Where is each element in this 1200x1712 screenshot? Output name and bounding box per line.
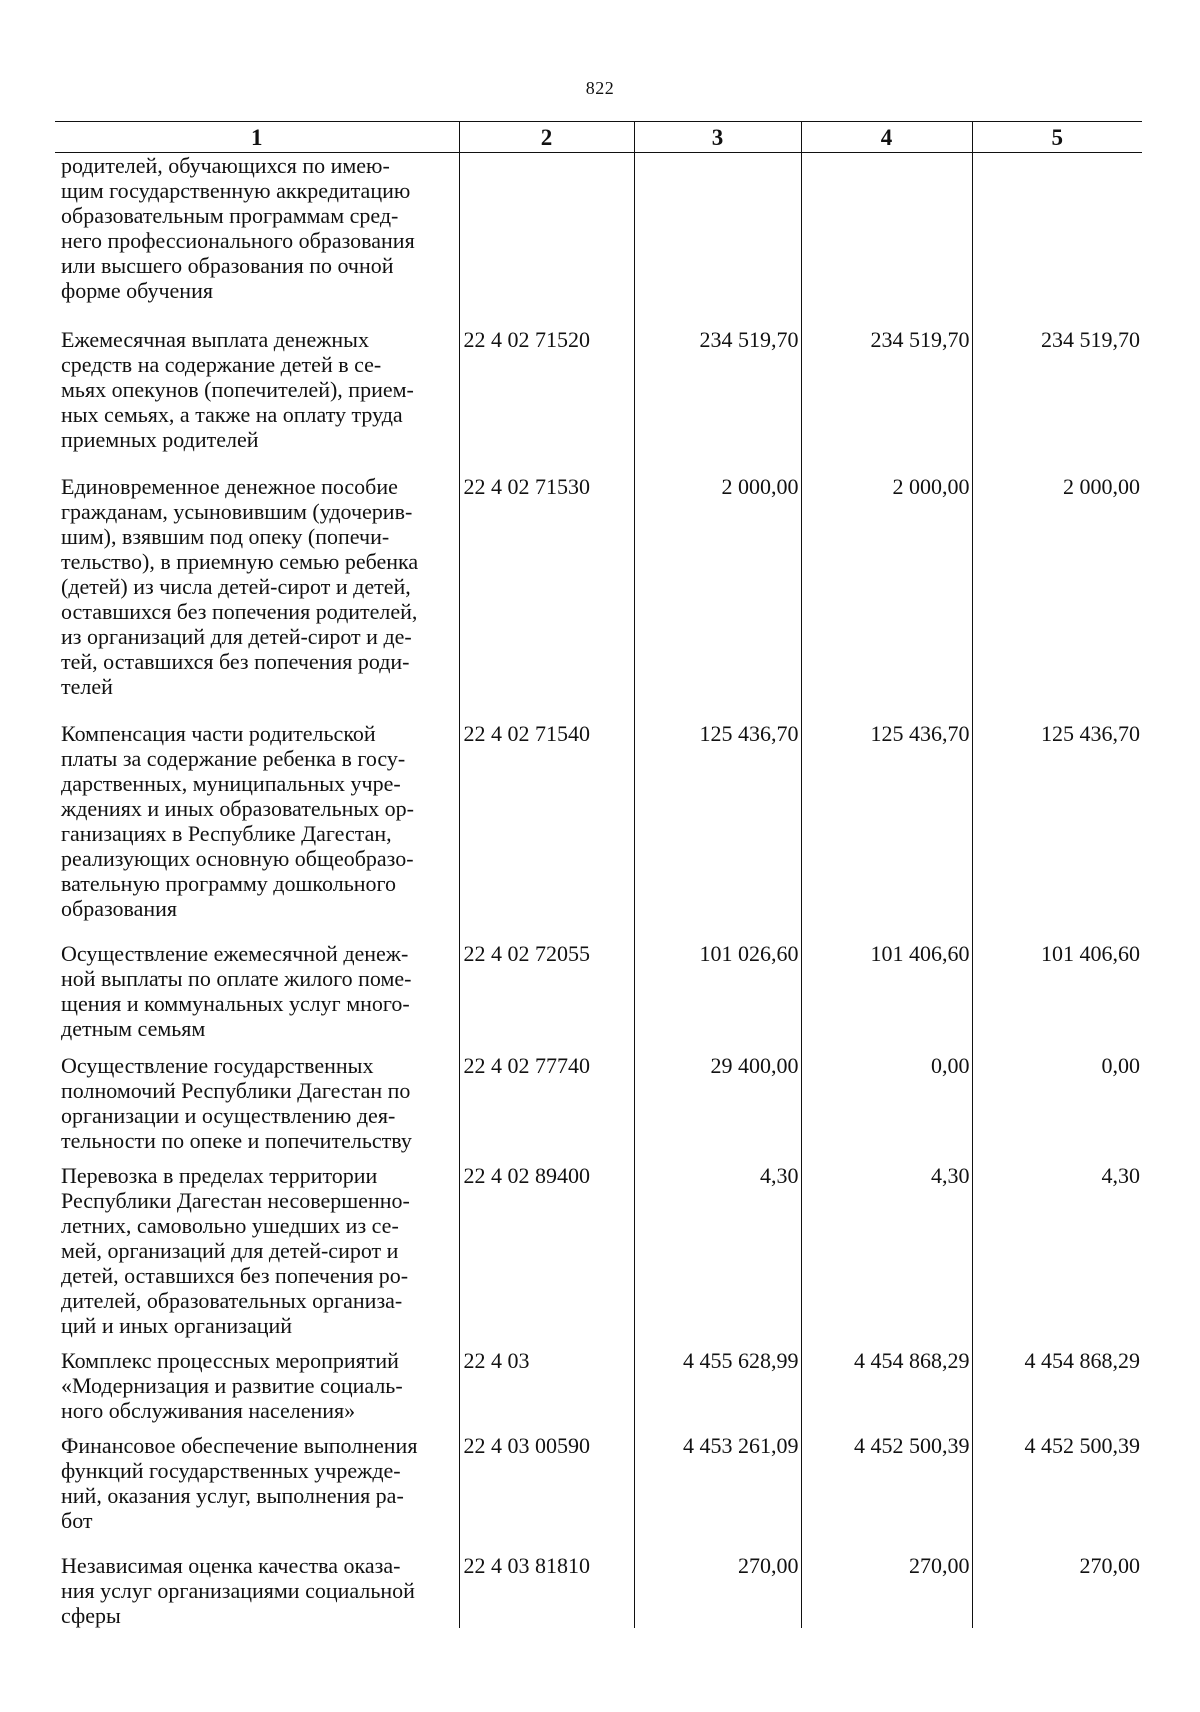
- row-code: [459, 153, 634, 328]
- table-row: [55, 1433, 1142, 1553]
- row-value-4: 4,30: [801, 1163, 972, 1348]
- description-line: тельство), в приемную семью ребенка: [61, 549, 419, 574]
- description-line: телей: [61, 674, 113, 699]
- description-line: ций и иных организаций: [61, 1313, 293, 1338]
- description-line: Осуществление ежемесячной денеж-: [61, 941, 409, 966]
- row-value-3: 101 026,60: [634, 941, 801, 1053]
- description-line: ной выплаты по оплате жилого поме-: [61, 966, 412, 991]
- description-line: щим государственную аккредитацию: [61, 178, 411, 203]
- row-code: 22 4 02 72055: [459, 941, 634, 1053]
- description-line: детей, оставшихся без попечения ро-: [61, 1263, 409, 1288]
- row-value-3: 2 000,00: [634, 474, 801, 721]
- description-line: бот: [61, 1508, 93, 1533]
- table-row: [55, 327, 1142, 474]
- row-code: 22 4 03 00590: [459, 1433, 634, 1553]
- description-line: ния услуг организациями социальной: [61, 1578, 415, 1603]
- column-header-3: 3: [634, 122, 801, 153]
- row-value-3: 270,00: [634, 1553, 801, 1628]
- description-line: дителей, образовательных организа-: [61, 1288, 403, 1313]
- description-line: организации и осуществлению дея-: [61, 1103, 396, 1128]
- row-value-4: 125 436,70: [801, 721, 972, 941]
- row-code: 22 4 02 77740: [459, 1053, 634, 1163]
- description-line: или высшего образования по очной: [61, 253, 394, 278]
- row-code: 22 4 02 71540: [459, 721, 634, 941]
- row-value-5: 270,00: [972, 1553, 1142, 1628]
- row-value-3: 4,30: [634, 1163, 801, 1348]
- row-value-5: 2 000,00: [972, 474, 1142, 721]
- description-line: родителей, обучающихся по имею-: [61, 153, 390, 178]
- row-value-4: 4 454 868,29: [801, 1348, 972, 1433]
- table-row: [55, 1348, 1142, 1433]
- description-line: тельности по опеке и попечительству: [61, 1128, 412, 1153]
- table-row: [55, 1163, 1142, 1348]
- description-line: Перевозка в пределах территории: [61, 1163, 378, 1188]
- description-line: сферы: [61, 1603, 121, 1628]
- row-value-4: 4 452 500,39: [801, 1433, 972, 1553]
- row-value-4: 2 000,00: [801, 474, 972, 721]
- description-line: дарственных, муниципальных учре-: [61, 771, 401, 796]
- description-line: оставшихся без попечения родителей,: [61, 599, 418, 624]
- row-value-5: 101 406,60: [972, 941, 1142, 1053]
- description-line: Компенсация части родительской: [61, 721, 376, 746]
- description-line: мьях опекунов (попечителей), прием-: [61, 377, 414, 402]
- description-line: ных семьях, а также на оплату труда: [61, 402, 403, 427]
- row-value-5: [972, 153, 1142, 328]
- row-value-4: 101 406,60: [801, 941, 972, 1053]
- description-line: платы за содержание ребенка в госу-: [61, 746, 406, 771]
- row-value-4: 0,00: [801, 1053, 972, 1163]
- table-row: [55, 474, 1142, 721]
- row-value-4: 234 519,70: [801, 327, 972, 474]
- row-code: 22 4 02 71530: [459, 474, 634, 721]
- row-value-3: [634, 153, 801, 328]
- description-line: Комплекс процессных мероприятий: [61, 1348, 399, 1373]
- row-value-3: 125 436,70: [634, 721, 801, 941]
- page-number: 822: [585, 78, 615, 98]
- row-value-3: 4 455 628,99: [634, 1348, 801, 1433]
- row-value-5: 234 519,70: [972, 327, 1142, 474]
- column-header-4: 4: [801, 122, 972, 153]
- description-line: мей, организаций для детей-сирот и: [61, 1238, 399, 1263]
- description-line: шим), взявшим под опеку (попечи-: [61, 524, 390, 549]
- table-row: [55, 1053, 1142, 1163]
- description-line: форме обучения: [61, 278, 213, 303]
- description-line: ний, оказания услуг, выполнения ра-: [61, 1483, 404, 1508]
- table-row: [55, 153, 1142, 328]
- description-line: Независимая оценка качества оказа-: [61, 1553, 401, 1578]
- column-header-2: 2: [459, 122, 634, 153]
- description-line: Осуществление государственных: [61, 1053, 374, 1078]
- description-line: образования: [61, 896, 178, 921]
- description-line: «Модернизация и развитие социаль-: [61, 1373, 403, 1398]
- row-value-3: 29 400,00: [634, 1053, 801, 1163]
- row-value-5: 4 452 500,39: [972, 1433, 1142, 1553]
- row-description: [55, 1053, 459, 1163]
- row-code: 22 4 03: [459, 1348, 634, 1433]
- description-line: из организаций для детей-сирот и де-: [61, 624, 412, 649]
- description-line: реализующих основную общеобразо-: [61, 846, 414, 871]
- row-code: 22 4 03 81810: [459, 1553, 634, 1628]
- row-description: [55, 153, 459, 328]
- description-line: летних, самовольно ушедших из се-: [61, 1213, 399, 1238]
- column-header-1: 1: [55, 122, 459, 153]
- table-row: [55, 721, 1142, 941]
- budget-table: [55, 121, 1142, 1628]
- row-description: [55, 1553, 459, 1628]
- row-value-5: 125 436,70: [972, 721, 1142, 941]
- description-line: средств на содержание детей в се-: [61, 352, 382, 377]
- table-row: [55, 1553, 1142, 1628]
- row-description: [55, 1433, 459, 1553]
- description-line: ного обслуживания населения»: [61, 1398, 356, 1423]
- description-line: него профессионального образования: [61, 228, 415, 253]
- table-header-row: [55, 122, 1142, 153]
- row-description: [55, 721, 459, 941]
- row-description: [55, 1348, 459, 1433]
- row-description: [55, 327, 459, 474]
- row-value-5: 4 454 868,29: [972, 1348, 1142, 1433]
- budget-table-container: [55, 121, 1142, 1628]
- description-line: приемных родителей: [61, 427, 259, 452]
- description-line: ждениях и иных образовательных ор-: [61, 796, 415, 821]
- description-line: Финансовое обеспечение выполнения: [61, 1433, 418, 1458]
- description-line: (детей) из числа детей-сирот и детей,: [61, 574, 411, 599]
- row-value-4: 270,00: [801, 1553, 972, 1628]
- description-line: тей, оставшихся без попечения роди-: [61, 649, 410, 674]
- description-line: щения и коммунальных услуг много-: [61, 991, 410, 1016]
- row-value-5: 0,00: [972, 1053, 1142, 1163]
- description-line: образовательным программам сред-: [61, 203, 399, 228]
- description-line: Единовременное денежное пособие: [61, 474, 398, 499]
- row-description: [55, 474, 459, 721]
- description-line: детным семьям: [61, 1016, 206, 1041]
- row-value-4: [801, 153, 972, 328]
- description-line: полномочий Республики Дагестан по: [61, 1078, 411, 1103]
- description-line: Республики Дагестан несовершенно-: [61, 1188, 410, 1213]
- column-header-5: 5: [972, 122, 1142, 153]
- description-line: Ежемесячная выплата денежных: [61, 327, 369, 352]
- description-line: вательную программу дошкольного: [61, 871, 396, 896]
- row-value-5: 4,30: [972, 1163, 1142, 1348]
- row-description: [55, 941, 459, 1053]
- table-body: [55, 153, 1142, 1629]
- row-value-3: 4 453 261,09: [634, 1433, 801, 1553]
- description-line: функций государственных учрежде-: [61, 1458, 401, 1483]
- row-code: 22 4 02 89400: [459, 1163, 634, 1348]
- table-row: [55, 941, 1142, 1053]
- description-line: ганизациях в Республике Дагестан,: [61, 821, 392, 846]
- description-line: гражданам, усыновившим (удочерив-: [61, 499, 413, 524]
- row-value-3: 234 519,70: [634, 327, 801, 474]
- row-description: [55, 1163, 459, 1348]
- row-code: 22 4 02 71520: [459, 327, 634, 474]
